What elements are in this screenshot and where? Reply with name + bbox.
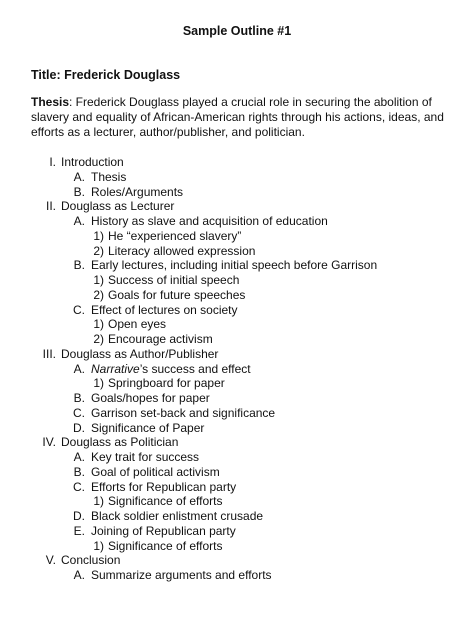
outline-list	[0, 155, 474, 583]
outline-marker: 2)	[93, 287, 104, 302]
outline-text: Thesis	[91, 169, 127, 184]
outline-text: Effect of lectures on society	[91, 302, 238, 317]
outline-text: Goals/hopes for paper	[91, 391, 210, 405]
thesis-line-1-text: : Frederick Douglass played a crucial role in securing the abolition of	[69, 95, 432, 109]
outline-text: Black soldier enlistment crusade	[91, 509, 264, 523]
outline-marker: C.	[73, 302, 85, 317]
outline-subitem	[0, 244, 474, 259]
outline-text: He “experienced slavery”	[108, 228, 242, 243]
outline-marker: B.	[73, 464, 85, 479]
outline-marker: IV.	[42, 435, 56, 450]
outline-marker: E.	[73, 523, 85, 538]
outline-marker: I.	[49, 155, 56, 169]
outline-marker: 2)	[93, 332, 104, 346]
outline-subitem	[0, 539, 474, 554]
outline-item	[0, 214, 474, 229]
thesis-line-3: efforts as a lecturer, author/publisher, and politician.	[31, 125, 305, 139]
outline-marker: 1)	[93, 317, 104, 332]
outline-marker: D.	[73, 420, 85, 435]
outline-text: Significance of efforts	[108, 538, 223, 553]
outline-text: Significance of efforts	[108, 494, 223, 509]
outline-marker: II.	[45, 199, 56, 214]
outline-marker: A.	[73, 450, 85, 464]
outline-subitem	[0, 273, 474, 288]
outline-text: Early lectures, including initial speech before Garrison	[91, 258, 378, 273]
outline-item	[0, 406, 474, 421]
outline-text: Conclusion	[61, 553, 121, 568]
outline-text-rest: ’s success and effect	[139, 361, 251, 376]
outline-marker: B.	[73, 391, 85, 405]
outline-section-5	[0, 553, 474, 568]
outline-item	[0, 362, 474, 377]
thesis-line-2: slavery and equality of African-American rights through his actions, ideas, and	[31, 110, 444, 124]
outline-item	[0, 185, 474, 200]
outline-section-1	[0, 155, 474, 170]
outline-item	[0, 480, 474, 495]
outline-text: History as slave and acquisition of education	[91, 214, 328, 228]
outline-marker: 1)	[93, 228, 104, 243]
outline-item	[0, 524, 474, 539]
thesis-line-1	[31, 95, 449, 110]
outline-marker: B.	[73, 184, 85, 199]
outline-marker: C.	[73, 405, 85, 420]
outline-text: Joining of Republican party	[91, 523, 236, 538]
outline-subitem	[0, 332, 474, 347]
outline-marker: 1)	[93, 494, 104, 509]
outline-text: Encourage activism	[108, 332, 213, 346]
document-title: Title: Frederick Douglass	[31, 68, 181, 82]
outline-item	[0, 509, 474, 524]
outline-text: Douglass as Lecturer	[61, 199, 175, 214]
outline-marker: 1)	[93, 538, 104, 553]
outline-item	[0, 170, 474, 185]
outline-marker: A.	[73, 214, 85, 228]
outline-item	[0, 465, 474, 480]
outline-text: Introduction	[61, 155, 124, 169]
thesis-paragraph	[31, 95, 449, 140]
outline-subitem	[0, 376, 474, 391]
outline-subitem	[0, 317, 474, 332]
outline-section-3	[0, 347, 474, 362]
outline-text: Summarize arguments and efforts	[91, 568, 272, 582]
outline-subitem	[0, 494, 474, 509]
outline-text: Roles/Arguments	[91, 184, 184, 199]
outline-marker: D.	[73, 509, 85, 523]
outline-marker: A.	[73, 361, 85, 376]
outline-subitem	[0, 229, 474, 244]
outline-subitem	[0, 288, 474, 303]
outline-section-4	[0, 435, 474, 450]
outline-item	[0, 568, 474, 583]
outline-marker: 1)	[93, 273, 104, 287]
outline-text: Goals for future speeches	[108, 287, 246, 302]
outline-marker: V.	[45, 553, 56, 568]
page-heading: Sample Outline #1	[182, 24, 292, 38]
outline-text: Douglass as Politician	[61, 435, 179, 450]
outline-marker: 2)	[93, 243, 104, 258]
outline-text: Springboard for paper	[108, 376, 225, 391]
outline-item	[0, 391, 474, 406]
thesis-label: Thesis	[31, 95, 70, 109]
outline-item	[0, 303, 474, 318]
outline-section-2	[0, 199, 474, 214]
outline-item	[0, 421, 474, 436]
outline-text: Goal of political activism	[91, 464, 220, 479]
outline-text: Significance of Paper	[91, 420, 205, 435]
outline-marker: 1)	[93, 376, 104, 391]
outline-text: Douglass as Author/Publisher	[61, 346, 219, 361]
outline-text: Key trait for success	[91, 450, 200, 464]
outline-text: Success of initial speech	[108, 273, 240, 287]
outline-text: Open eyes	[108, 317, 167, 332]
outline-text: Efforts for Republican party	[91, 479, 237, 494]
outline-text	[91, 362, 251, 377]
outline-marker: A.	[73, 169, 85, 184]
outline-text-italic: Narrative	[91, 361, 140, 376]
outline-text: Literacy allowed expression	[108, 243, 256, 258]
outline-item	[0, 258, 474, 273]
outline-item	[0, 450, 474, 465]
outline-marker: C.	[73, 479, 85, 494]
outline-marker: III.	[42, 346, 56, 361]
outline-marker: B.	[73, 258, 85, 273]
outline-text: Garrison set-back and significance	[91, 405, 276, 420]
outline-marker: A.	[73, 568, 85, 582]
